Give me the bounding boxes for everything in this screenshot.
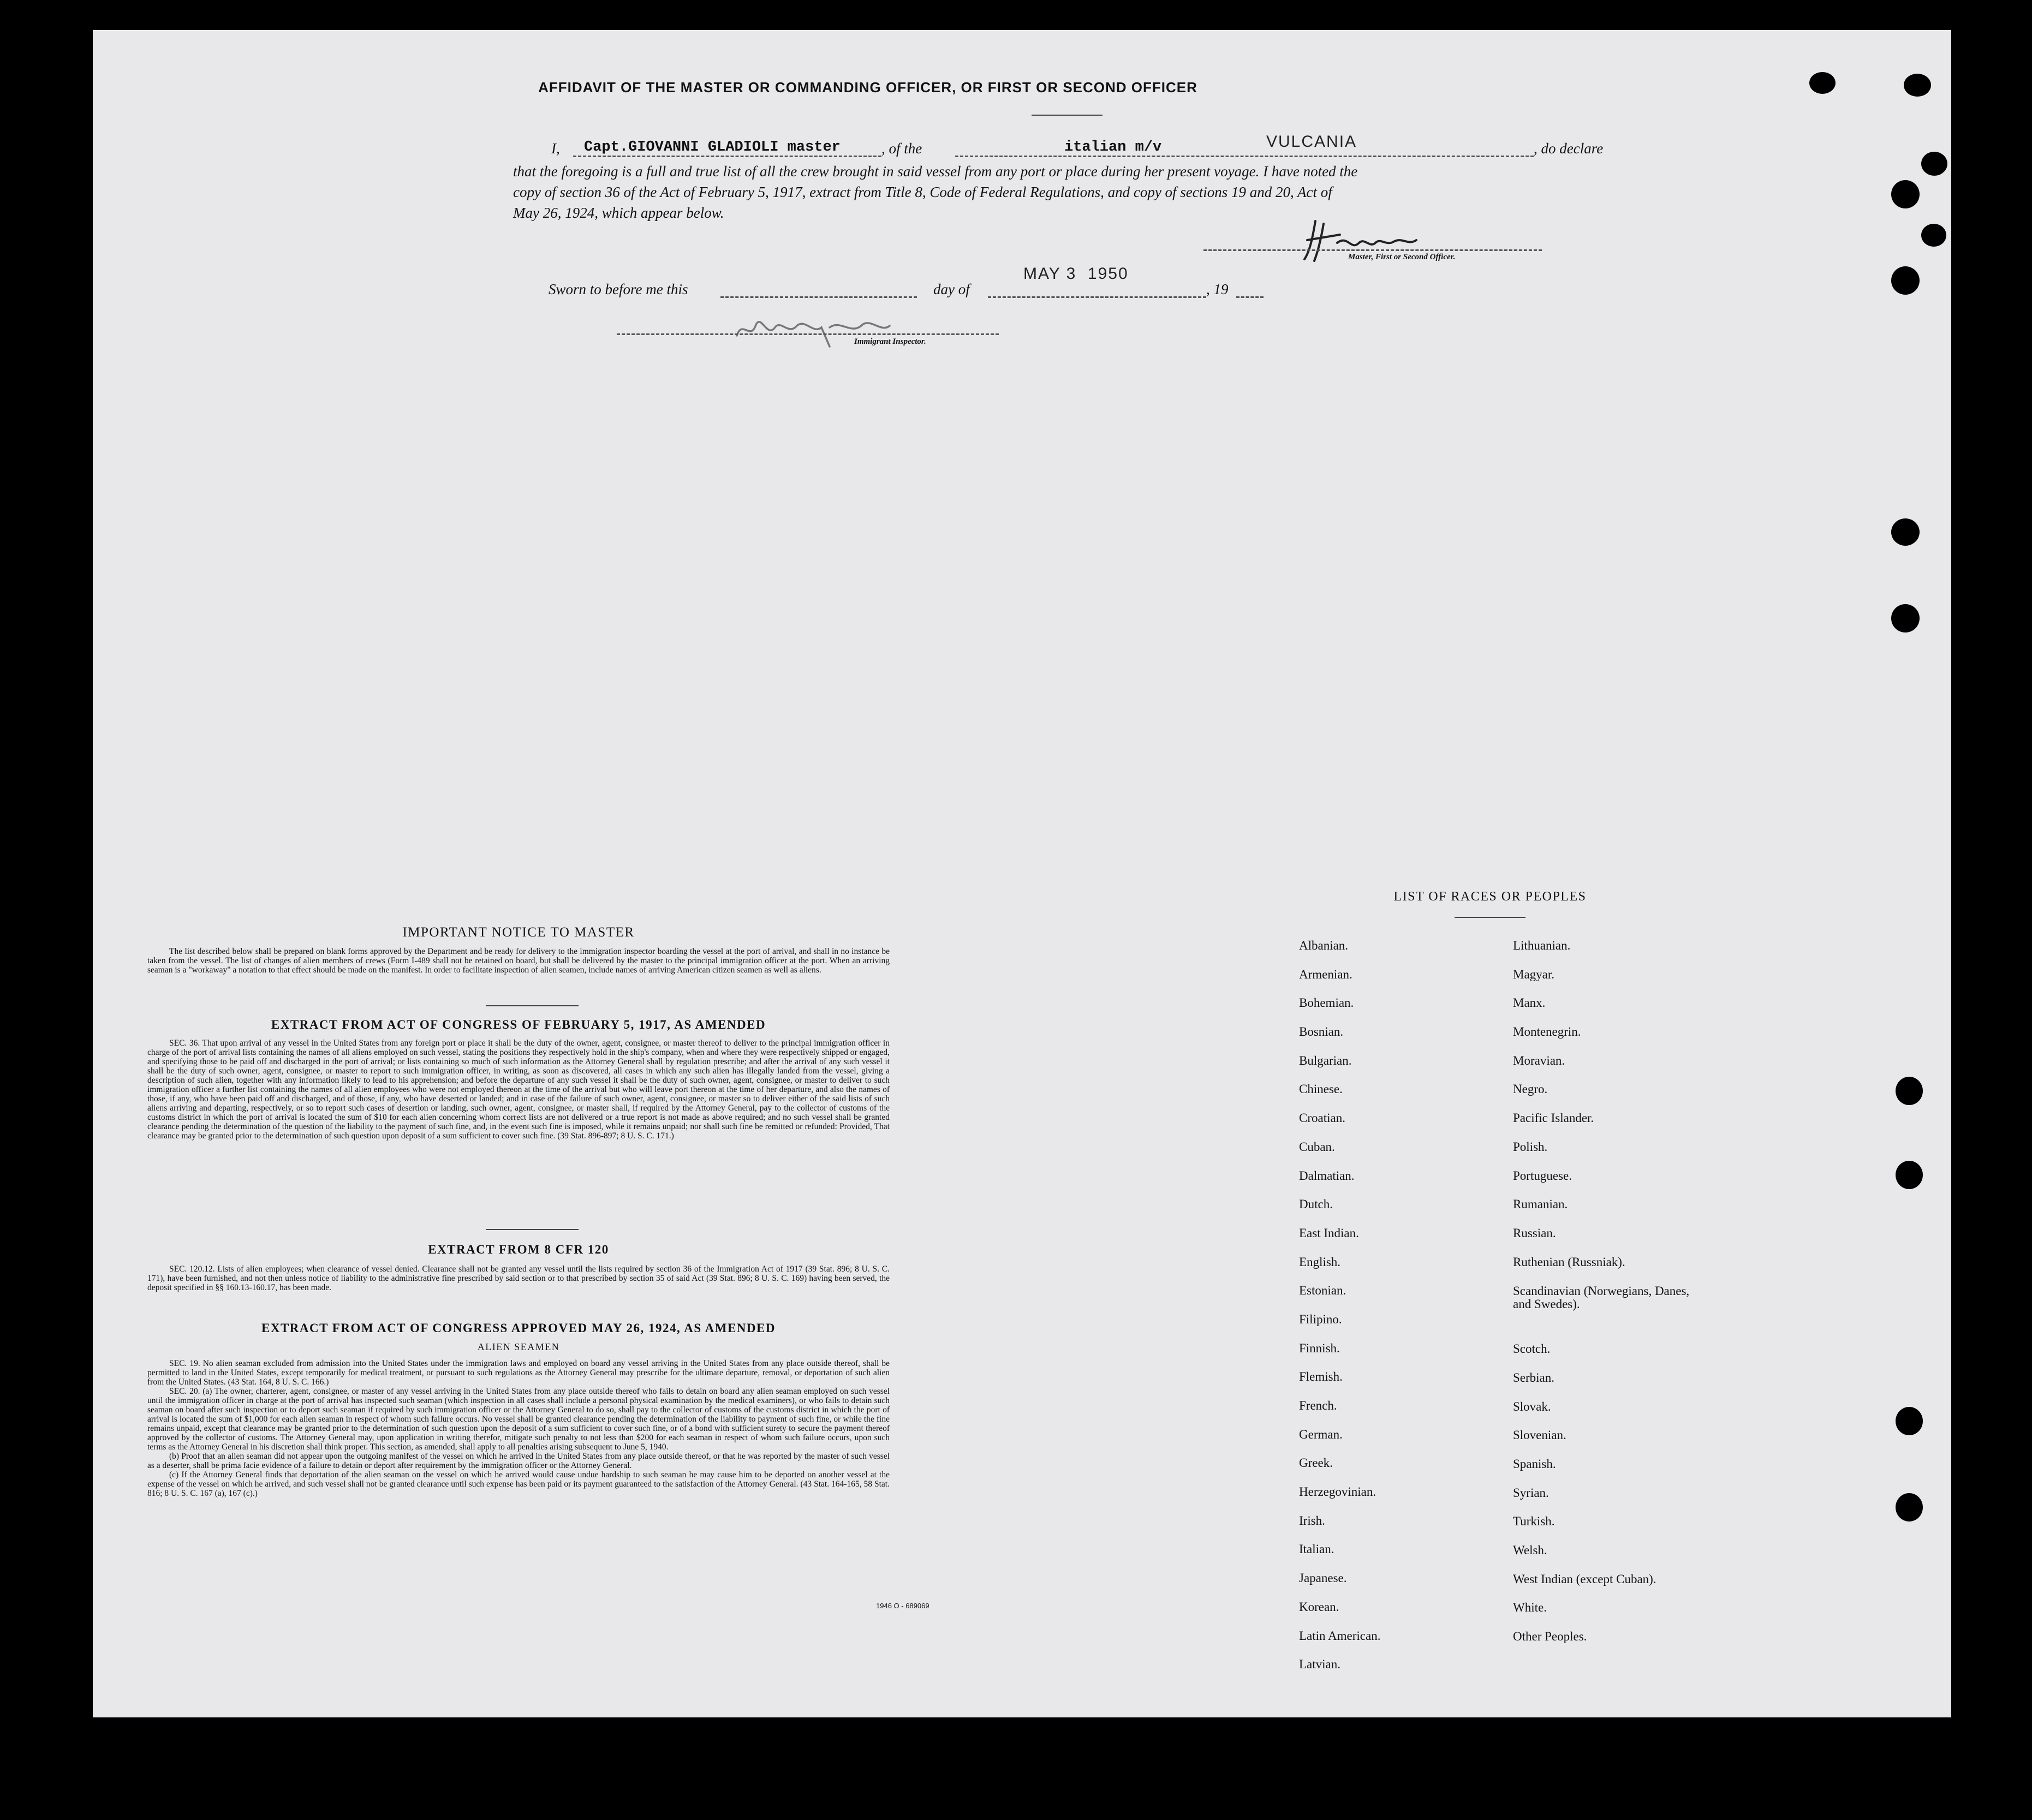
race-item: Magyar. (1513, 967, 1555, 981)
race-item: Slovak. (1513, 1399, 1551, 1413)
declarant-line (573, 156, 881, 157)
race-item: West Indian (except Cuban). (1513, 1572, 1656, 1586)
sworn-year: , 19 (1206, 281, 1229, 297)
master-signature-line (1203, 249, 1542, 251)
race-item: Spanish. (1513, 1457, 1556, 1471)
date-stamp: MAY 3 1950 (1023, 265, 1129, 283)
race-item: Moravian. (1513, 1053, 1565, 1067)
race-item: Slovenian. (1513, 1428, 1566, 1442)
declarant-name: Capt.GIOVANNI GLADIOLI master (584, 139, 841, 156)
affidavit-line-2: that the foregoing is a full and true list of all the crew brought in said vessel from any port or place during her present voyage. I have noted the (513, 163, 1358, 180)
races-title: LIST OF RACES OR PEOPLES (1393, 890, 1587, 904)
race-item: Italian. (1299, 1542, 1334, 1556)
affidavit-title: AFFIDAVIT OF THE MASTER OR COMMANDING OFFICER, OR FIRST OR SECOND OFFICER (538, 79, 1197, 96)
extract-1917-body: SEC. 36. That upon arrival of any vessel in the United States from any foreign port or place it shall be the duty of the owner, agent, consignee, or master thereof to deliver to the principal immigration officer in charge of the port of arrival lists containing the names of all aliens employed on such vessel, stating the positions they respectively hold in the ship's company, when and where they were respectively shipped or engaged, and specifying those to be paid off and discharged in the port of arrival; or lists containing so much of such information as the Attorney General shall by regulation prescribe; and after the arrival of any such vessel it shall be the duty of such owner, agent, consignee, or master to report to such immigration officer, in writing, as soon as discovered, all cases in which any such alien has illegally landed from the vessel, giving a description of such alien, together with any information likely to lead to his apprehension; and before the departure of any such vessel it shall be the duty of such owner, agent, consignee, or master to deliver to such immigration officer a further list containing the names of all alien employees who were not employed thereon at the time of the arrival but who will leave port thereon at the time of her departure, and also the names of those, if any, who have been paid off and discharged, and of those, if any, who have deserted or landed; and in case of the failure of such owner, agent, consignee, or master so to deliver either of the said lists of such aliens arriving and departing, respectively, or so to report such cases of desertion or landing, such owner, agent, consignee, or master shall, if required by the Attorney General, pay to the collector of customs of the customs district in which the port of arrival is located the sum of $10 for each alien concerning whom correct lists are not delivered or a true report is not made as above required; and no such vessel shall be granted clearance pending the determination of the question of the liability to the payment of such fine, and, in the event such fine is imposed, while it remains unpaid; nor shall such fine be remitted or refunded: Provided, That clearance may be granted prior to the determination of such question upon deposit of a sum sufficient to cover such fine. (39 Stat. 896-897; 8 U. S. C. 171.) (147, 1039, 890, 1141)
punch-hole-icon (1921, 152, 1947, 176)
race-item: Bohemian. (1299, 996, 1354, 1010)
affidavit-do-declare: , do declare (1534, 140, 1604, 157)
punch-hole-icon (1891, 518, 1920, 546)
sworn-prefix: Sworn to before me this (549, 281, 688, 297)
punch-hole-icon (1896, 1077, 1923, 1105)
extract-cfr-body: SEC. 120.12. Lists of alien employees; when clearance of vessel denied. Clearance shall not be granted any vessel until the lists required by section 36 of the Immigration Act of 1917 (39 Stat. 896; 8 U. S. C. 171), have been furnished, and not then unless notice of liability to the administrative fine prescribed by said section or to that prescribed by section 35 of said Act (39 Stat. 896; 8 U. S. C. 169) having been served, the deposit specified in §§ 160.13-160.17, has been made. (147, 1264, 890, 1292)
affidavit-line-4: May 26, 1924, which appear below. (513, 205, 724, 221)
vessel-name: VULCANIA (1266, 133, 1357, 151)
race-item: Syrian. (1513, 1485, 1549, 1500)
extract-1924-title: EXTRACT FROM ACT OF CONGRESS APPROVED MAY 26, 1924, AS AMENDED (261, 1321, 776, 1335)
sworn-year-line (1236, 296, 1264, 298)
extract-1917-divider (486, 1229, 579, 1230)
race-item: Dalmatian. (1299, 1168, 1355, 1183)
race-item: Pacific Islander. (1513, 1111, 1594, 1125)
race-item: Polish. (1513, 1139, 1548, 1154)
race-item: Scandinavian (Norwegians, Danes, and Swedes). (1513, 1284, 1690, 1311)
race-item: Manx. (1513, 996, 1546, 1010)
race-item: Chinese. (1299, 1082, 1343, 1096)
race-item: Armenian. (1299, 967, 1352, 981)
inspector-signature-line (617, 333, 999, 335)
race-item: White. (1513, 1601, 1547, 1615)
race-item: Negro. (1513, 1082, 1548, 1096)
race-item: English. (1299, 1255, 1341, 1269)
affidavit-of-the: , of the (881, 140, 922, 157)
race-item: Filipino. (1299, 1312, 1342, 1326)
extract-1924-sec20c: (c) If the Attorney General finds that deportation of the alien seaman on the vessel on which he arrived would cause undue hardship to such seaman he may cause him to be deported on another vessel at the expense of the vessel on which he arrived, and such vessel shall not be granted clearance until such expense has been paid or its payment guaranteed to the satisfaction of the Attorney General. (43 Stat. 164-165, 58 Stat. 816; 8 U. S. C. 167 (a), 167 (c).) (147, 1470, 890, 1498)
race-item: Serbian. (1513, 1370, 1555, 1385)
punch-hole-icon (1809, 72, 1836, 94)
affidavit-i: I, (551, 140, 560, 157)
master-caption: Master, First or Second Officer. (1348, 253, 1456, 261)
punch-hole-icon (1921, 224, 1946, 247)
race-item: Ruthenian (Russniak). (1513, 1255, 1625, 1269)
document-page (93, 30, 1951, 1717)
race-item: German. (1299, 1427, 1343, 1441)
race-item: Scotch. (1513, 1342, 1551, 1356)
races-right-column (1513, 939, 1742, 1658)
affidavit-line-3: copy of section 36 of the Act of February 5, 1917, extract from Title 8, Code of Federal Regulations, and copy of sections 19 and 20, Act of (513, 184, 1332, 200)
race-item: Bosnian. (1299, 1025, 1344, 1039)
race-item: Estonian. (1299, 1284, 1346, 1298)
vessel-line (955, 156, 1534, 157)
race-item: Japanese. (1299, 1571, 1347, 1585)
punch-hole-icon (1896, 1493, 1923, 1521)
sworn-day-of: day of (933, 281, 970, 297)
notice-divider (486, 1005, 579, 1006)
extract-1924-subtitle: ALIEN SEAMEN (477, 1341, 560, 1352)
extract-1924-sec20a: SEC. 20. (a) The owner, charterer, agent, consignee, or master of any vessel arriving in the United States from any place outside thereof who fails to detain on board any alien seaman employed on such vessel until the immigration officer in charge at the port of arrival has inspected such seaman (which inspection in all cases shall include a personal physical examination by the medical examiners), or who fails to detain such seaman on board after such inspection or to deport such seaman if required by such immigration officer or the Attorney General to do so, shall pay to the collector of customs of the customs district in which the port of arrival is located the sum of $1,000 for each alien seaman in respect of whom such failure occurs. No vessel shall be granted clearance pending the determination of the liability to payment of such fine, or while the fine remains unpaid, except that clearance may be granted prior to the determination of such question upon the deposit of a sum sufficient to cover such fine, or of a bond with sufficient surety to secure the payment thereof approved by the collector of customs. The Attorney General may, upon application in writing therefor, mitigate such penalty to not less than $200 for each seaman in respect of whom such failure occurs, upon such terms as the Attorney General in his discretion shall think proper. This section, as amended, shall apply to all penalties arising subsequent to June 5, 1940. (147, 1387, 890, 1452)
punch-hole-icon (1891, 180, 1920, 208)
races-divider (1455, 917, 1526, 918)
race-item: Irish. (1299, 1513, 1325, 1527)
extract-1924-sec19: SEC. 19. No alien seaman excluded from admission into the United States under the immigration laws and employed on board any vessel arriving in the United States from any place outside thereof, shall be permitted to land in the United States, except temporarily for medical treatment, or pursuant to such regulations as the Attorney General may prescribe for the ultimate departure, removal, or deportation of such alien from the United States. (43 Stat. 164, 8 U. S. C. 166.) (147, 1359, 890, 1387)
race-item: Albanian. (1299, 939, 1349, 952)
race-item: East Indian. (1299, 1226, 1359, 1240)
race-item: French. (1299, 1399, 1337, 1412)
race-item: Dutch. (1299, 1197, 1333, 1212)
print-code: 1946 O - 689069 (876, 1602, 929, 1610)
punch-hole-icon (1896, 1407, 1923, 1435)
race-item: Rumanian. (1513, 1197, 1568, 1212)
race-item: Portuguese. (1513, 1168, 1572, 1183)
race-item: Greek. (1299, 1456, 1333, 1470)
punch-hole-icon (1904, 74, 1931, 97)
inspector-caption: Immigrant Inspector. (854, 337, 926, 346)
notice-body: The list described below shall be prepared on blank forms approved by the Department and be ready for delivery to the immigration inspector boarding the vessel at the port of arrival, and shall in no instance be taken from the vessel. The list of changes of alien members of crews (Form I-489 shall not be retained on board, but shall be delivered by the master to the principal immigration officer at the port. When an arriving seaman is a "workaway" a notation to that effect should be made on the manifest. In order to facilitate inspection of alien seamen, include names of arriving American citizen seamen as well as aliens. (147, 947, 890, 975)
race-item: Finnish. (1299, 1341, 1340, 1355)
race-item: Flemish. (1299, 1370, 1343, 1384)
race-item: Turkish. (1513, 1514, 1555, 1529)
race-item: Welsh. (1513, 1543, 1547, 1558)
extract-1924-sec20b: (b) Proof that an alien seaman did not appear upon the outgoing manifest of the vessel on which he arrived in the United States from any place outside thereof, or that he was reported by the master of such vessel as a deserter, shall be prima facie evidence of a failure to detain or deport after requirement by the immigration officer or the Attorney General. (147, 1452, 890, 1470)
races-left-column (1299, 939, 1501, 1686)
notice-title: IMPORTANT NOTICE TO MASTER (402, 925, 635, 940)
race-item: Russian. (1513, 1226, 1556, 1240)
extract-cfr-title: EXTRACT FROM 8 CFR 120 (428, 1243, 609, 1256)
punch-hole-icon (1896, 1161, 1923, 1189)
race-item: Montenegrin. (1513, 1025, 1581, 1039)
race-item: Latvian. (1299, 1657, 1340, 1672)
sworn-day-line (720, 296, 917, 298)
race-item: Cuban. (1299, 1139, 1335, 1154)
race-item: Bulgarian. (1299, 1053, 1352, 1067)
vessel-nationality: italian m/v (1064, 139, 1162, 156)
race-item: Herzegovinian. (1299, 1485, 1376, 1499)
extract-1917-title: EXTRACT FROM ACT OF CONGRESS OF FEBRUARY 5, 1917, AS AMENDED (271, 1018, 766, 1031)
race-item: Other Peoples. (1513, 1630, 1587, 1644)
race-item: Korean. (1299, 1600, 1339, 1614)
punch-hole-icon (1891, 604, 1920, 632)
extract-1924-body (147, 1359, 890, 1498)
title-divider (1032, 115, 1103, 116)
race-item: Lithuanian. (1513, 939, 1571, 952)
sworn-date-line (988, 296, 1206, 298)
race-item: Croatian. (1299, 1111, 1345, 1125)
punch-hole-icon (1891, 266, 1920, 295)
race-item: Latin American. (1299, 1628, 1381, 1643)
